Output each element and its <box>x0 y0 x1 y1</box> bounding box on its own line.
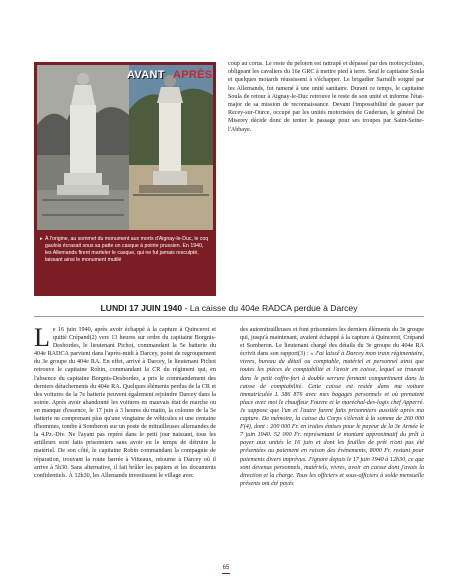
title-separator: - <box>184 303 190 313</box>
after-photo <box>129 65 213 230</box>
caption-bullet-icon: ▸ <box>40 236 43 242</box>
photo-panel <box>34 62 216 296</box>
monument-photo <box>37 65 213 230</box>
left-column <box>34 323 216 480</box>
before-photo <box>37 65 129 230</box>
page-number: 65 <box>222 565 230 571</box>
right-column <box>240 326 424 488</box>
title-divider <box>34 316 424 317</box>
photo-caption <box>40 236 210 264</box>
page-number-underline <box>222 573 230 574</box>
section-title <box>34 303 424 313</box>
section-date: LUNDI 17 JUIN 1940 <box>100 303 183 313</box>
section-heading: La caisse du 404e RADCA perdue à Darcey <box>189 303 358 313</box>
left-column-text: e 16 juin 1940, après avoir échappé à la capture à Quincerot et quitté Crépand(2) vers 13 heures sur ordre du capitaine Borgnis-Desbordes, le lieutenant Pichot, commandant la 5e batterie du 404e RADCA parvient dans l'après-midi à Darcey, point de regroupement du 3e groupe du 404e RA. En effet, arrivé à Darcey, le lieutenant Pichot retrouve le capitaine Robin, commandant la CR du régiment qui, en l'absence du capitaine Borgnis-Desbordes, a pris le commandement des derniers détachements du 404e RA. Quelques éléments perdus de la CR et des voitures de la 7e batterie peuvent également rejoindre Darcey dans la soirée. Après avoir abandonné les voitures en mauvais état de marche ou en manque d'essence, le 17 juin à 3 heures du matin, la colonne de la 5e batterie ne comprenant plus qu'une vingtaine de véhicules et une centaine d'hommes, tombe à Somberon sur un poste de mitrailleuses allemandes de la 4.Pz.-Div. Ne l'ayant pas repéré dans le petit jour naissant, tous les artilleurs sont faits prisonniers sans avoir eu le temps de détruire le matériel. De son côté, le capitaine Robin commandant la compagnie de réparation, trouvant la route barrée à Vitteaux, retourne à Darcey où il arrive à 5h30. Sans alternative, il fait brûler les papiers et les documents confidentiels. À 12h30, les Allemands investissent le village avec <box>34 327 216 479</box>
right-column-text: des automitrailleuses et font prisonniers les derniers éléments du 3e groupe qui, jusqu'à maintenant, avaient échappé à la capture à Quincerot, Crépand et Somberon. Le lieutenant chargé des détails du 3e groupe du 404e RA écrivit dans son rapport(3) : <box>240 327 424 358</box>
report-quote: « J'ai laissé à Darcey mon train régimentaire, vivres, bureau du détail ou comptable, matériel et personnel ainsi que toutes les pièces de comptabilité et l'avoir en caisse, lequel se trouvait dans le petit coffre-fort à double serrure fermant compartiment dans la caisse de comptabilité. Cette caisse est restée dans ma voiture immatriculée L 386 876 avec mes bagages personnels et où prenaient place avec moi le chauffeur Fauvre et le maréchal-des-logis chef Apperré. Je suppose que l'un et l'autre furent faits prisonniers aussitôt après ma capture. De mémoire, la caisse du Corps s'élevait à la somme de 260 000 F(4), dont : 200 000 Fr. en traites émises pour le payeur de la 3e Armée le 7 juin 1940. 52 000 Fr. représentant le montant approximatif du prêt à payer aux unités le 16 juin et dont les feuilles de prêt n'ont pas été présentées au paiement en raison des événements, 8000 Fr. restant pour paiements divers imprévus. J'ignore depuis le 17 juin 1940 à 12h30, ce que sont devenus personnels, matériels, vivres, avoir en caisse dont j'avais la direction et la charge. Tous les officiers et sous-officiers à solde mensuelle présents ont été payés <box>240 351 424 487</box>
caption-text: À l'origine, au sommet du monument aux morts d'Aignay-le-Duc, le coq gaulois écrasait sous sa patte un casque à pointe prussien. En 1940, les Allemands firent marteler le casque, qui ne fut jamais resculpté, laissant ainsi le monument mutilé <box>45 236 209 263</box>
after-label: APRÈS <box>173 69 213 81</box>
top-right-column: coup au corus. Le reste du peloton est rattrapé et dépassé par des motocyclistes, obligeant les cavaliers du 16e GRC à mettre pied à terre. Seul le capitaine Soula et quelques motards réussissent à s'échapper. Le brigadier Sarrailh soigné par les Allemands, fut ramené à une unité sanitaire. Durant ce temps, le capitaine Soula de retour à Aignay-le-Duc retrouve le reste de son unité et informe l'état-major de sa mission de reconnaissance. Devant l'impossibilité de passer par Recey-sur-Ource, occupé par les unités motorisées de Guderian, le général De Miserey décide donc de tenter le passage pour ses troupes par Saint-Seine-l'Abbaye. <box>228 61 424 133</box>
drop-cap: L <box>34 323 50 352</box>
before-label: AVANT <box>127 69 165 81</box>
